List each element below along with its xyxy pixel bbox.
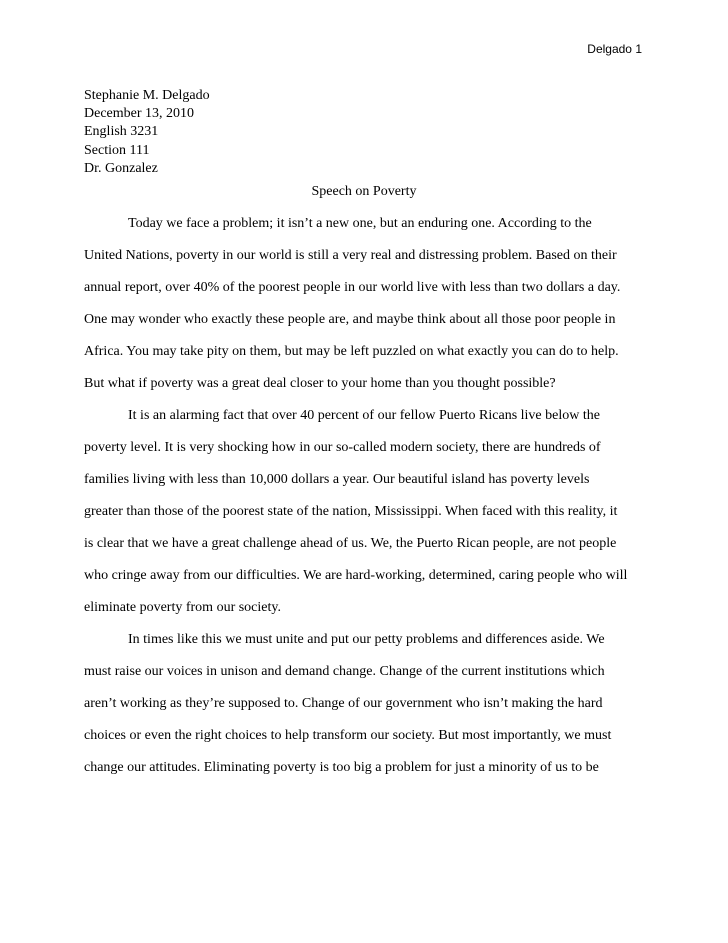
- paragraph-2: [84, 407, 644, 631]
- section-number: Section 111: [84, 142, 150, 158]
- paragraph-line: It is an alarming fact that over 40 percent of our fellow Puerto Ricans live below the: [128, 408, 600, 424]
- paragraph-line: United Nations, poverty in our world is still a very real and distressing problem. Based on their: [84, 248, 617, 264]
- document-title: Speech on Poverty: [311, 184, 417, 200]
- paragraph-line: is clear that we have a great challenge ahead of us. We, the Puerto Rican people, are not people: [84, 536, 617, 552]
- paragraph-3: [84, 631, 644, 791]
- paragraph-line: greater than those of the poorest state of the nation, Mississippi. When faced with this reality, it: [84, 504, 618, 520]
- paragraph-line: But what if poverty was a great deal closer to your home than you thought possible?: [84, 376, 556, 392]
- paragraph-line: Today we face a problem; it isn’t a new one, but an enduring one. According to the: [128, 216, 592, 232]
- paragraph-line: annual report, over 40% of the poorest people in our world live with less than two dollars a day.: [84, 280, 621, 296]
- paragraph-line: must raise our voices in unison and demand change. Change of the current institutions which: [84, 664, 605, 680]
- document-body: [84, 87, 644, 791]
- paragraph-1: [84, 215, 644, 407]
- paragraph-line: aren’t working as they’re supposed to. Change of our government who isn’t making the hard: [84, 696, 603, 712]
- course-name: English 3231: [84, 124, 159, 140]
- author-name: Stephanie M. Delgado: [84, 88, 210, 103]
- instructor-name: Dr. Gonzalez: [84, 160, 158, 176]
- paragraph-line: eliminate poverty from our society.: [84, 600, 281, 616]
- running-header: Delgado 1: [587, 42, 642, 56]
- paragraph-line: In times like this we must unite and put our petty problems and differences aside. We: [128, 632, 605, 648]
- mla-heading: [84, 87, 644, 178]
- paragraph-line: poverty level. It is very shocking how in our so-called modern society, there are hundreds of: [84, 440, 601, 456]
- paragraph-line: who cringe away from our difficulties. We are hard-working, determined, caring people who will: [84, 568, 628, 584]
- paragraph-line: families living with less than 10,000 dollars a year. Our beautiful island has poverty levels: [84, 472, 590, 488]
- paragraph-line: choices or even the right choices to help transform our society. But most importantly, we must: [84, 728, 612, 744]
- paragraph-line: Africa. You may take pity on them, but may be left puzzled on what exactly you can do to help.: [84, 344, 619, 360]
- paragraph-line: change our attitudes. Eliminating poverty is too big a problem for just a minority of us to be: [84, 760, 599, 776]
- paragraph-line: One may wonder who exactly these people are, and maybe think about all those poor people in: [84, 312, 616, 328]
- date: December 13, 2010: [84, 106, 195, 122]
